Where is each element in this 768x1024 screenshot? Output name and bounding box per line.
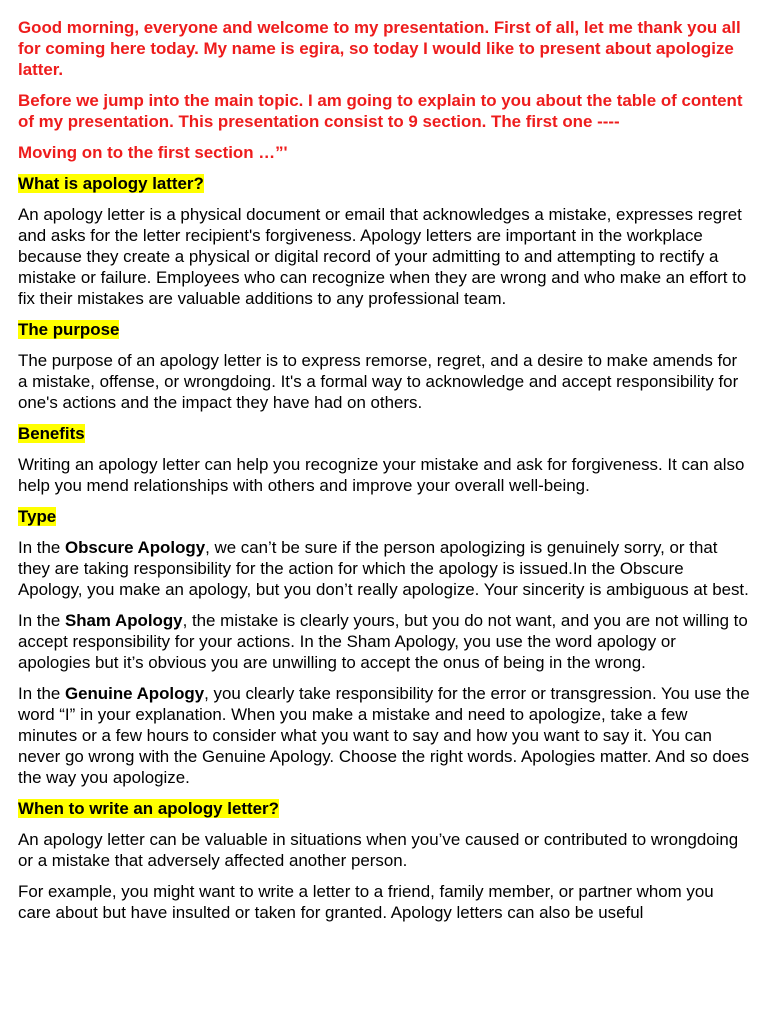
heading-purpose-text: The purpose	[18, 320, 120, 339]
intro-greeting: Good morning, everyone and welcome to my presentation. First of all, let me thank you all for coming here today. My name is egira, so today I would like to present about apologize latter.	[18, 18, 741, 79]
heading-benefits	[18, 423, 750, 444]
paragraph-when-to-write-2: For example, you might want to write a letter to a friend, family member, or partner whom you care about but have insulted or taken for granted. Apology letters can also be useful	[18, 882, 714, 922]
sham-description: , the mistake is clearly yours, but you do not want, and you are not willing to accept responsibility for your actions. In the Sham Apology, you use the word apology or apologies but it’s obvious you are unwilling to accept the onus of being in the wrong.	[18, 611, 748, 672]
heading-benefits-text: Benefits	[18, 424, 85, 443]
genuine-description: , you clearly take responsibility for the error or transgression. You use the word “I” in your explanation. When you make a mistake and need to apologize, take a few minutes or a few hours to consider what you want to say and how you want to say it. You can never go wrong with the Genuine Apology. Choose the right words. Apologies matter. And so does the way you apologize.	[18, 684, 750, 787]
heading-when-to-write	[18, 798, 750, 819]
heading-type	[18, 506, 750, 527]
obscure-apology-term: Obscure Apology	[64, 538, 206, 557]
obscure-prefix: In the	[18, 538, 65, 557]
heading-when-to-write-text: When to write an apology letter?	[18, 799, 279, 818]
intro-moving-on: Moving on to the first section …”'	[18, 143, 288, 162]
heading-what-is-apology-letter	[18, 173, 750, 194]
sham-apology-term: Sham Apology	[64, 611, 183, 630]
paragraph-sham-apology	[18, 610, 750, 673]
paragraph-what-is-apology-letter: An apology letter is a physical document or email that acknowledges a mistake, expresses regret and asks for the letter recipient's forgiveness. Apology letters are important in the workplace because they create a physical or digital record of your admitting to and attempting to rectify a mistake or failure. Employees who can recognize when they are wrong and who make an effort to fix their mistakes are valuable additions to any professional team.	[18, 205, 747, 308]
genuine-prefix: In the	[18, 684, 65, 703]
intro-table-of-contents: Before we jump into the main topic. I am going to explain to you about the table of content of my presentation. This presentation consist to 9 section. The first one ----	[18, 91, 743, 131]
obscure-description: , we can’t be sure if the person apologizing is genuinely sorry, or that they are taking responsibility for the action for which the apology is issued.In the Obscure Apology, you make an apology, but you don’t really apologize. Your sincerity is ambiguous at best.	[18, 538, 749, 599]
paragraph-purpose: The purpose of an apology letter is to express remorse, regret, and a desire to make amends for a mistake, offense, or wrongdoing. It's a formal way to acknowledge and accept responsibility for one's actions and the impact they have had on others.	[18, 351, 739, 412]
paragraph-benefits: Writing an apology letter can help you recognize your mistake and ask for forgiveness. It can also help you mend relationships with others and improve your overall well-being.	[18, 455, 745, 495]
heading-purpose	[18, 319, 750, 340]
paragraph-when-to-write-1: An apology letter can be valuable in situations when you’ve caused or contributed to wrongdoing or a mistake that adversely affected another person.	[18, 830, 739, 870]
paragraph-genuine-apology	[18, 683, 750, 788]
heading-what-is-apology-letter-text: What is apology latter?	[18, 174, 204, 193]
genuine-apology-term: Genuine Apology	[64, 684, 205, 703]
paragraph-obscure-apology	[18, 537, 750, 600]
heading-type-text: Type	[18, 507, 57, 526]
sham-prefix: In the	[18, 611, 65, 630]
